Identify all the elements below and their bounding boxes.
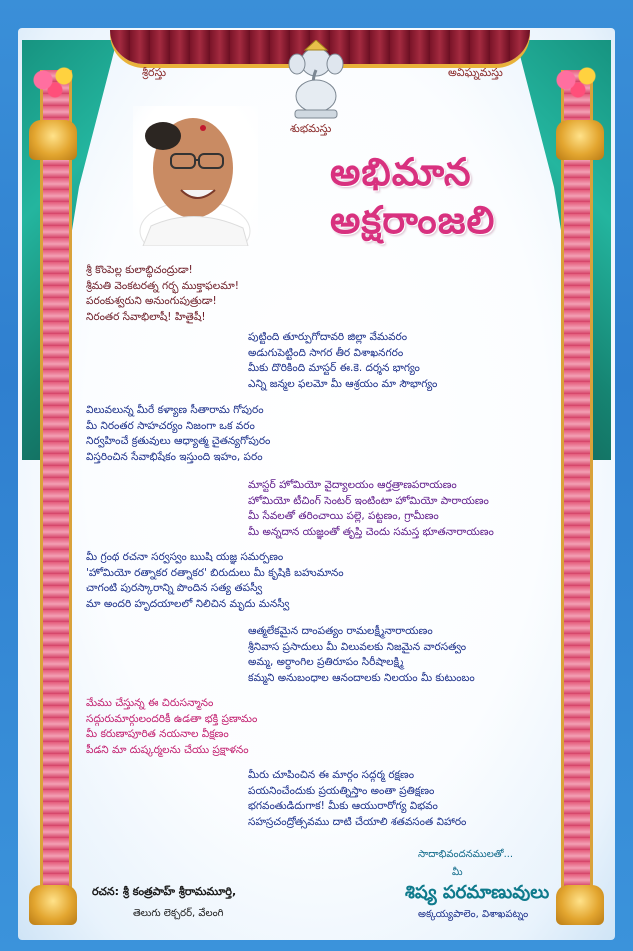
verse-line: అమ్మ, అర్ధాంగిల ప్రతిరూపం సిరీషాలక్ష్మి [248, 656, 404, 668]
pillar-base-icon [29, 885, 77, 925]
verse-line: మీ అన్నదాన యజ్ఞంతో తృప్తి చెందు సమస్త భూతనారాయణం [248, 525, 494, 538]
pillar-capital-icon [556, 120, 604, 160]
stanza-2 [248, 330, 437, 392]
blessing-left: శ్రీరస్తు [142, 66, 167, 79]
verse-line: నిర్వహించే క్రతువులు ఆధ్యాత్మ చైతన్యగోపురం [86, 435, 271, 447]
verse-line: పరంకుశ్వరుని అనుంగుపుత్రుడా! [86, 295, 217, 307]
stanza-4 [248, 478, 494, 540]
verse-line: మీ కరుణాపూరిత నయనాల వీక్షణం [86, 728, 229, 740]
title-line-1: అభిమాన [330, 150, 472, 194]
verse-line: పుట్టింది తూర్పుగోదావరి జిల్లా వేమవరం [248, 331, 408, 343]
verse-line: ఆత్మలేకమైన దాంపత్యం రామలక్ష్మీనారాయణం [248, 625, 433, 637]
verse-line: నిరంతర సేవాభిలాషీ! హితైషీ! [86, 310, 206, 323]
stanza-3 [86, 403, 270, 465]
verse-line: మీకు దొరికింది మాస్టర్ ఈ.కె. దర్శన భాగ్యం [248, 362, 420, 374]
stanza-1 [86, 263, 239, 325]
verse-line: శ్రీమతి వెంకటరత్న గర్భ ముక్తాఫలమా! [86, 279, 239, 292]
stanza-7 [86, 696, 257, 758]
ganesha-icon [283, 40, 349, 120]
verse-line: మా అందరి హృదయాలలో నిలిచిన మృదు మనస్వీ [86, 597, 290, 610]
portrait-photo [133, 106, 258, 246]
verse-line: పీడని మా దుష్కర్మలను చేయు ప్రక్షాళనం [86, 743, 249, 756]
verse-line: మీ నిరంతర సాహచర్యం నిజంగా ఒక వరం [86, 419, 255, 432]
closing-place: అక్కయ్యపాలెం, విశాఖపట్నం [418, 909, 529, 920]
pillar-capital-icon [29, 120, 77, 160]
stanza-8 [248, 768, 466, 830]
verse-line: పయనించేందుకు ప్రయత్నిస్తాం అంతా ప్రతిక్షణం [248, 784, 435, 797]
flower-garland-icon [25, 60, 85, 100]
verse-line: అడుగుపెట్టింది సాగర తీర విశాఖనగరం [248, 346, 404, 359]
pillar-base-icon [556, 885, 604, 925]
verse-line: విలువలున్న మీరే కళ్యాణ సీతారామ గోపురం [86, 404, 264, 416]
verse-line: మీ సేవలతో తరించాయి పల్లె, పట్టణం, గ్రామీణం [248, 510, 439, 522]
flower-garland-icon [548, 60, 608, 100]
stanza-5 [86, 550, 344, 612]
verse-line: 'హోమియో రత్నాకర రత్నాకర' బిరుదులు మీ కృషికి బహుమానం [86, 566, 344, 579]
verse-line: మీ గ్రంథ రచనా సర్వస్వం ఋషి యజ్ఞ సమర్పణం [86, 551, 284, 563]
blessing-center: శుభమస్తు [290, 122, 332, 135]
verse-line: హోమియో టీచింగ్ సెంటర్ ఇంటింటా హోమియో పారాయణం [248, 494, 489, 507]
right-pillar [561, 70, 593, 915]
title-line-2: అక్షరాంజలి [330, 198, 496, 242]
verse-line: మేము చేస్తున్న ఈ చిరుసన్మానం [86, 697, 214, 709]
verse-line: శ్రీ కొంపెల్ల కులాబ్ధిచంద్రుడా! [86, 264, 193, 276]
verse-line: మీరు చూపించిన ఈ మార్గం సద్గర్మ రక్షణం [248, 769, 415, 781]
closing-yours: మీ [452, 867, 463, 878]
verse-line: కమ్మని అనుబంధాల ఆనందాలకు నిలయం మీ కుటుంబం [248, 671, 475, 684]
left-pillar [40, 70, 72, 915]
verse-line: సహస్రచంద్రోత్సవము దాటి చేయాలి శతవసంత విహారం [248, 815, 467, 828]
verse-line: ఎన్ని జన్మల ఫలమో మీ ఆశ్రయం మా సౌభాగ్యం [248, 377, 438, 390]
verse-line: విస్తరించిన సేవాభిషేకం ఇస్తుంది ఇహం, పరం [86, 450, 263, 463]
closing-greeting: సాదాభివందనములతో... [418, 849, 514, 860]
verse-line: శ్రీనివాస ప్రసాదులు మీ విలువలకు నిజమైన వారసత్వం [248, 640, 467, 653]
verse-line: భగవంతుడిదుగాక! మీకు ఆయురారోగ్య విభవం [248, 800, 438, 812]
author-designation: తెలుగు లెక్చరర్, వేలంగి [133, 908, 224, 919]
verse-line: చాగంటి పురస్కారాన్ని పొందిన సత్య తపస్వీ [86, 582, 263, 594]
blessing-right: అవిఘ్నమస్తు [448, 66, 503, 79]
verse-line: మాస్టర్ హోమియో వైద్యాలయం ఆర్తత్రాణపరాయణం [248, 479, 457, 491]
stanza-6 [248, 624, 475, 686]
verse-line: సద్గురుమార్గులందరికీ ఉడతా భక్తి ప్రణామం [86, 712, 258, 725]
author-name: రచన: శ్రీ కంత్రపాహ్ శ్రీరామమూర్తి, [92, 885, 237, 898]
closing-signature: శిష్య పరమాణువులు [405, 882, 550, 903]
